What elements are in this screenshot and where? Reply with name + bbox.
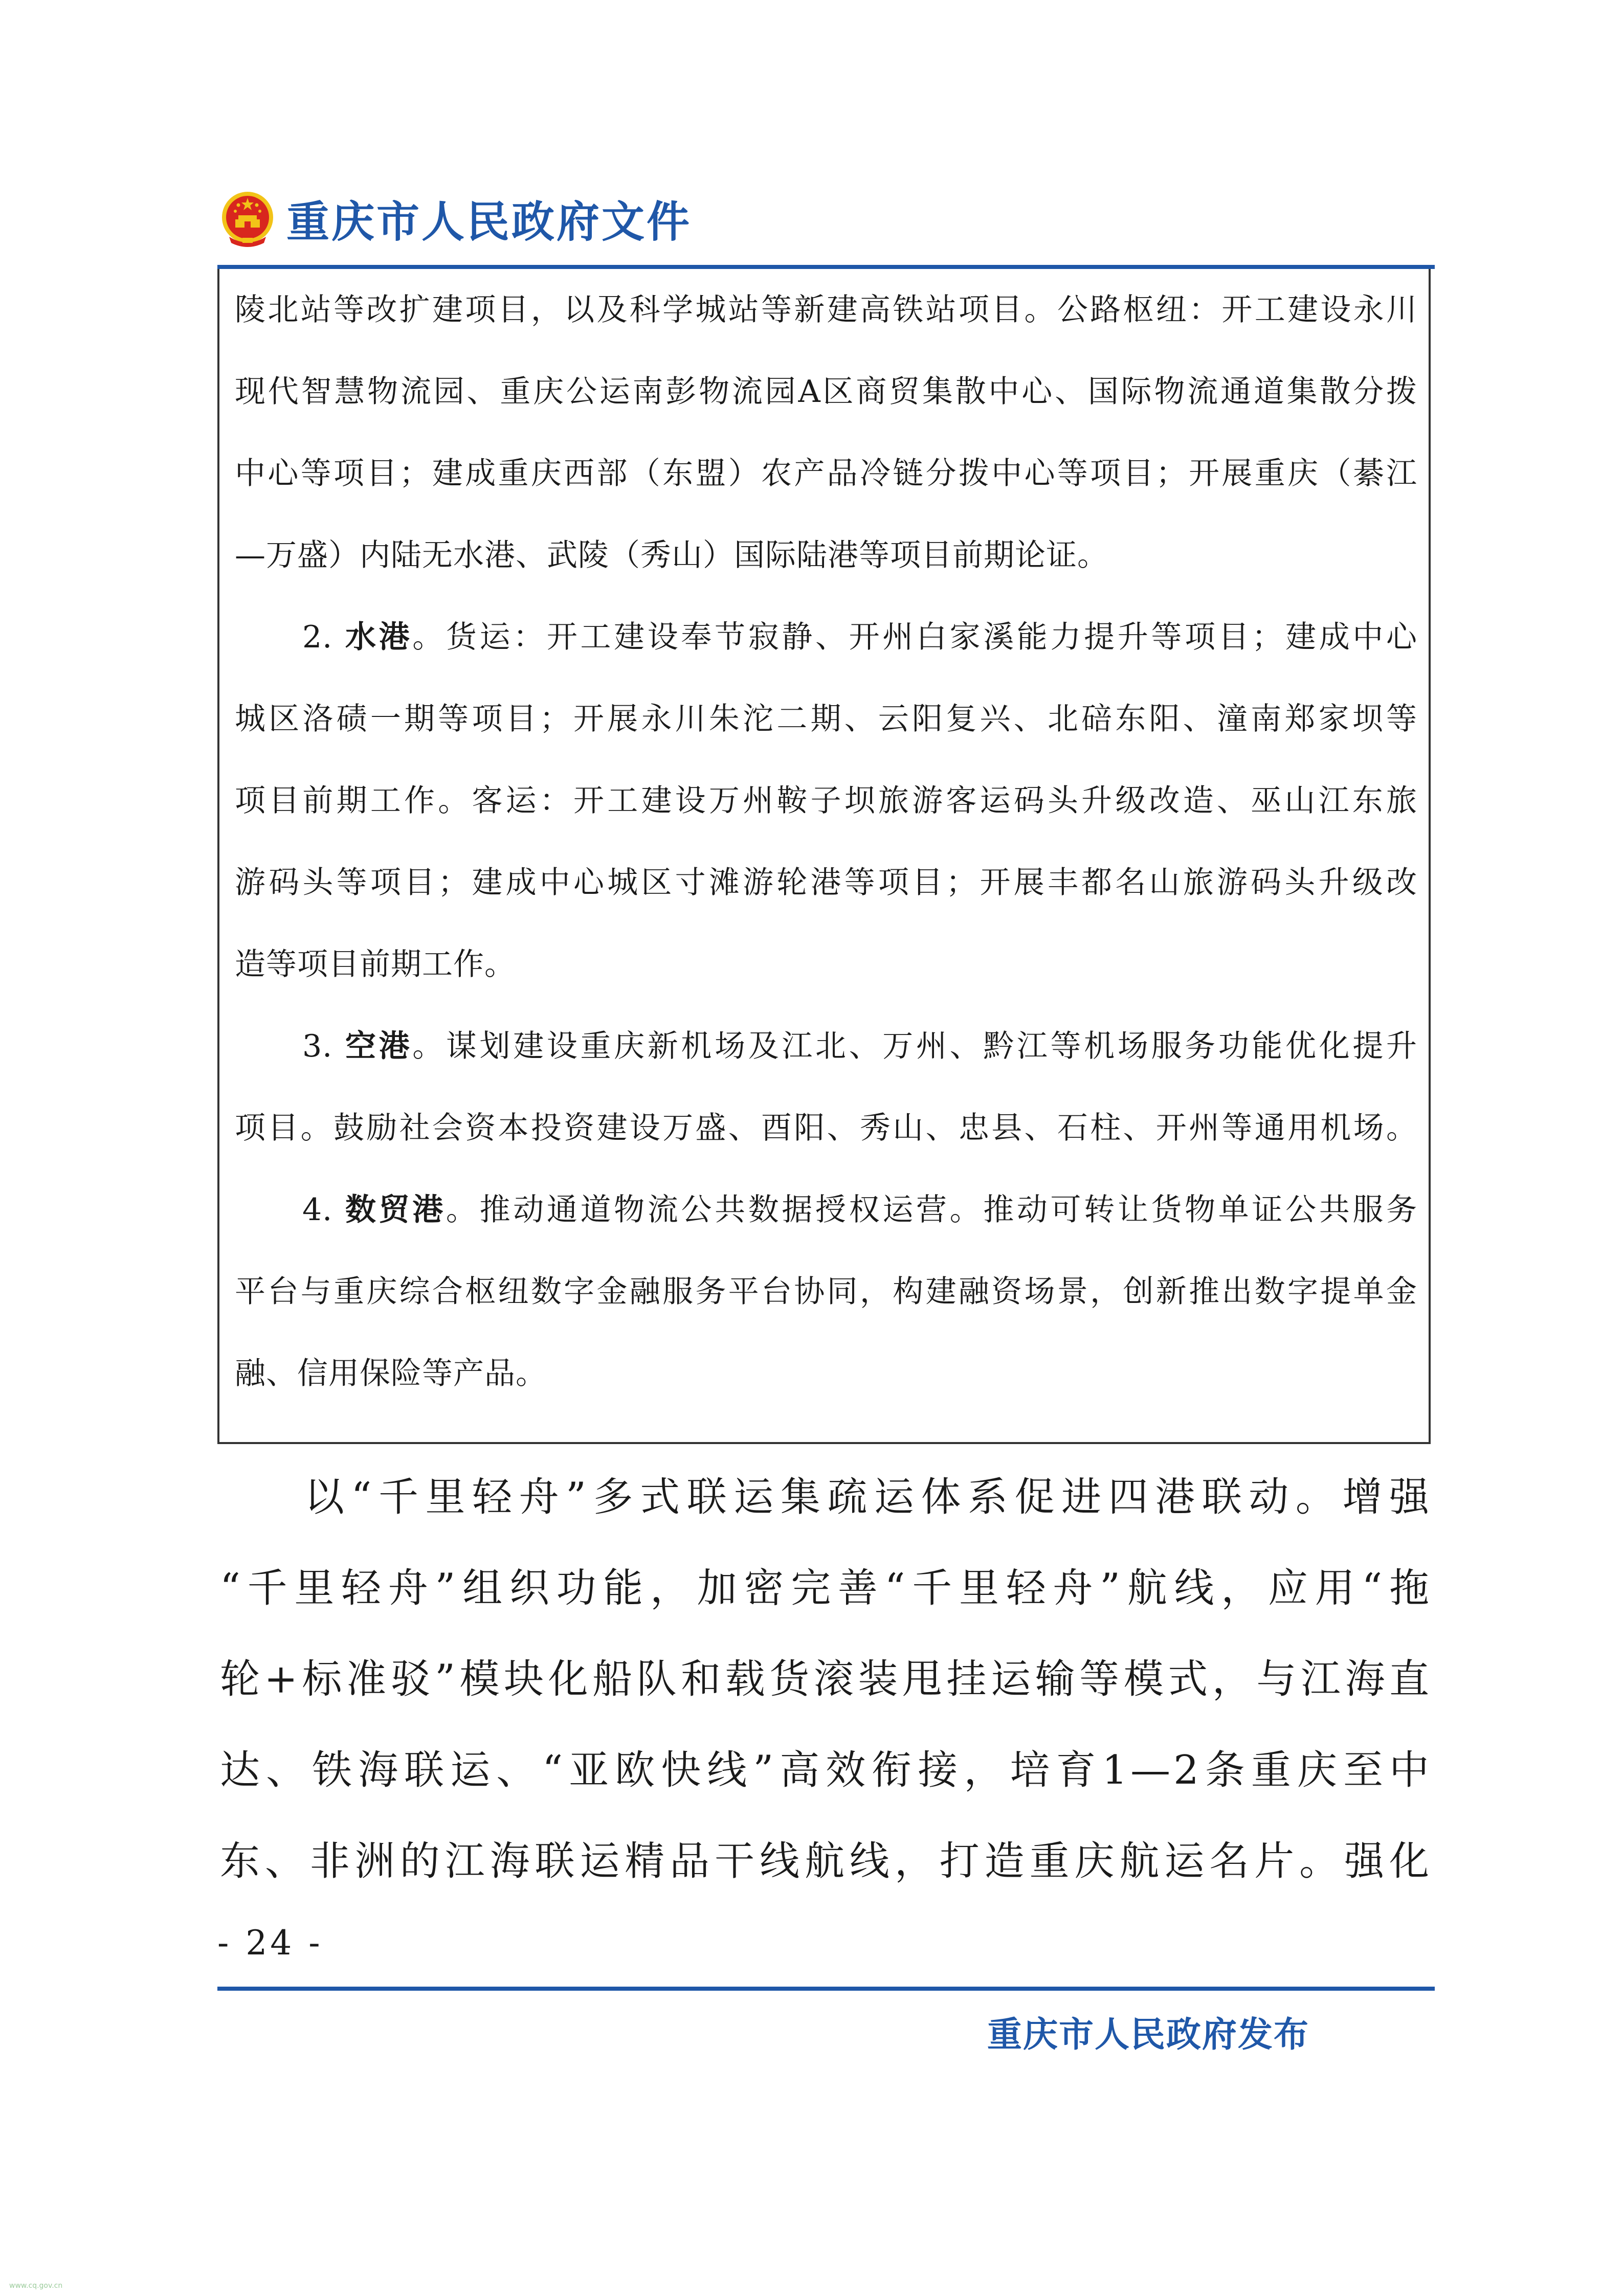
document-header	[220, 180, 692, 257]
body-paragraph-line: 达、铁海联运、“亚欧快线”高效衔接，培育1—2条重庆至中	[220, 1747, 1432, 1793]
box-paragraph-line: 造等项目前期工作。	[235, 947, 516, 982]
box-paragraph-line: 中心等项目；建成重庆西部（东盟）农产品冷链分拨中心等项目；开展重庆（綦江	[235, 456, 1417, 491]
item-number: 4.	[302, 1192, 333, 1228]
box-paragraph-line: 城区洛碛一期等项目；开展永川朱沱二期、云阳复兴、北碚东阳、潼南郑家坝等	[235, 701, 1417, 737]
box-paragraph-line: 陵北站等改扩建项目，以及科学城站等新建高铁站项目。公路枢纽：开工建设永川	[235, 292, 1417, 328]
box-paragraph-line: 游码头等项目；建成中心城区寸滩游轮港等项目；开展丰都名山旅游码头升级改	[235, 865, 1417, 901]
page-number: - 24 -	[217, 1923, 323, 1963]
boxed-section	[217, 269, 1431, 1444]
body-paragraph-line: “千里轻舟”组织功能，加密完善“千里轻舟”航线，应用“拖	[220, 1565, 1432, 1611]
header-divider	[217, 265, 1435, 269]
item-number: 2.	[302, 619, 333, 655]
body-paragraph-line: 东、非洲的江海联运精品干线航线，打造重庆航运名片。强化	[220, 1838, 1432, 1884]
box-paragraph-line: 项目。鼓励社会资本投资建设万盛、酉阳、秀山、忠县、石柱、开州等通用机场。	[235, 1110, 1417, 1146]
item-text: 。货运：开工建设奉节寂静、开州白家溪能力提升等项目；建成中心	[412, 619, 1417, 655]
box-item-digital-trade-port	[235, 1189, 1417, 1230]
box-paragraph-line: 平台与重庆综合枢纽数字金融服务平台协同，构建融资场景，创新推出数字提单金	[235, 1274, 1417, 1310]
footer-divider	[217, 1987, 1435, 1991]
document-title: 重庆市人民政府文件	[286, 196, 692, 247]
item-text: 。推动通道物流公共数据授权运营。推动可转让货物单证公共服务	[446, 1192, 1418, 1228]
body-paragraph-line: 以“千里轻舟”多式联运集疏运体系促进四港联动。增强	[304, 1474, 1432, 1520]
box-item-water-port	[235, 617, 1417, 658]
item-keyword: 空港	[345, 1028, 413, 1064]
box-paragraph-line: 融、信用保险等产品。	[235, 1356, 547, 1391]
box-paragraph-line: 项目前期工作。客运：开工建设万州鞍子坝旅游客运码头升级改造、巫山江东旅	[235, 783, 1417, 819]
item-number: 3.	[302, 1028, 333, 1064]
box-item-air-port	[235, 1026, 1417, 1067]
box-paragraph-line: —万盛）内陆无水港、武陵（秀山）国际陆港等项目前期论证。	[235, 537, 1108, 573]
national-emblem-icon	[220, 188, 275, 249]
item-keyword: 数贸港	[345, 1192, 446, 1228]
box-paragraph-line: 现代智慧物流园、重庆公运南彭物流园A区商贸集散中心、国际物流通道集散分拨	[235, 374, 1417, 410]
body-paragraph-line: 轮+标准驳”模块化船队和载货滚装甩挂运输等模式，与江海直	[220, 1656, 1432, 1702]
item-keyword: 水港	[345, 619, 413, 655]
item-text: 。谋划建设重庆新机场及江北、万州、黔江等机场服务功能优化提升	[412, 1028, 1417, 1064]
site-watermark: www.cq.gov.cn	[9, 2282, 63, 2290]
publisher-label: 重庆市人民政府发布	[987, 2015, 1310, 2055]
